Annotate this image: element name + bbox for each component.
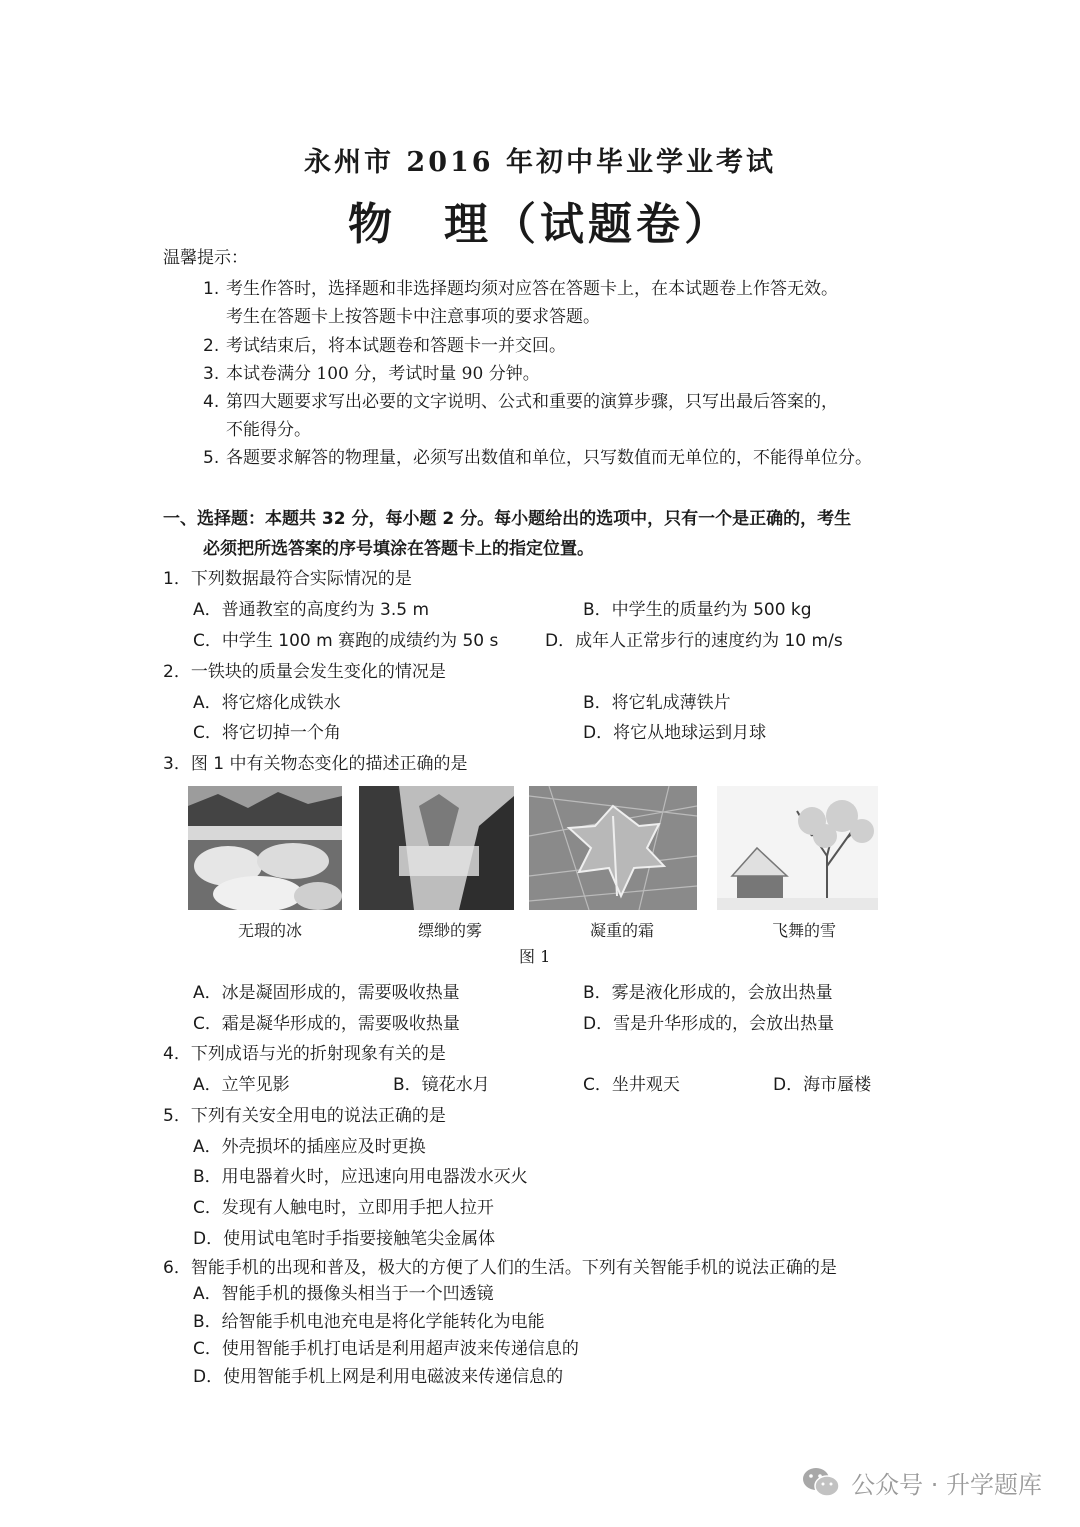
option-a: A．冰是凝固形成的，需要吸收热量 [193,983,460,1003]
figure-caption: 无瑕的冰 [238,921,303,940]
tip-text-cont: 考生在答题卡上按答题卡中注意事项的要求答题。 [226,307,600,327]
section-heading: 一、选择题：本题共 32 分，每小题 2 分。每小题给出的选项中，只有一个是正确的，考生 [163,509,852,529]
option-b: B．用电器着火时，应迅速向用电器泼水灭火 [193,1167,528,1187]
tip-number: 1. [203,279,220,299]
tips-heading: 温馨提示： [163,248,248,268]
option-c: C．发现有人触电时，立即用手把人拉开 [193,1198,494,1218]
snow-photo [717,786,878,910]
tip-number: 4. [203,392,220,412]
option-d: D．雪是升华形成的，会放出热量 [583,1014,835,1034]
tip-text: 考试结束后，将本试题卷和答题卡一并交回。 [226,336,566,356]
watermark [801,1462,1042,1502]
exam-subtitle: 物 理（试题卷） [348,199,732,250]
option-b: B．将它轧成薄铁片 [583,693,731,713]
exam-title: 永州市 2016 年初中毕业学业考试 [304,147,776,178]
frost-photo [529,786,697,910]
question-stem: 2．一铁块的质量会发生变化的情况是 [163,662,446,682]
ice-photo [188,786,342,910]
question-stem: 1．下列数据最符合实际情况的是 [163,569,412,589]
option-c: C．将它切掉一个角 [193,723,341,743]
figure-label: 图 1 [519,947,551,966]
tip-text: 第四大题要求写出必要的文字说明、公式和重要的演算步骤，只写出最后答案的， [226,392,838,412]
figure-caption: 缥缈的雾 [418,921,483,940]
option-a: A．立竿见影 [193,1075,290,1095]
fog-photo [359,786,514,910]
option-c: C．使用智能手机打电话是利用超声波来传递信息的 [193,1339,579,1359]
tip-number: 3. [203,364,220,384]
figure-caption: 飞舞的雪 [772,921,837,940]
option-a: A．将它熔化成铁水 [193,693,341,713]
option-b: B．中学生的质量约为 500 kg [583,600,812,620]
tip-text: 各题要求解答的物理量，必须写出数值和单位，只写数值而无单位的，不能得单位分。 [226,448,872,468]
section-heading-cont: 必须把所选答案的序号填涂在答题卡上的指定位置。 [203,539,594,559]
watermark-text: 公众号 · 升学题库 [851,1470,1042,1499]
tip-number: 2. [203,336,220,356]
wechat-icon [801,1465,841,1499]
option-d: D．将它从地球运到月球 [583,723,767,743]
question-stem: 6．智能手机的出现和普及，极大的方便了人们的生活。下列有关智能手机的说法正确的是 [163,1258,837,1278]
option-b: B．雾是液化形成的，会放出热量 [583,983,833,1003]
option-d: D．使用智能手机上网是利用电磁波来传递信息的 [193,1367,564,1387]
question-stem: 5．下列有关安全用电的说法正确的是 [163,1106,446,1126]
option-c: C．坐井观天 [583,1075,680,1095]
option-d: D．成年人正常步行的速度约为 10 m/s [545,631,843,651]
option-a: A．外壳损坏的插座应及时更换 [193,1137,426,1157]
option-b: B．镜花水月 [393,1075,490,1095]
figure-caption: 凝重的霜 [590,921,655,940]
tip-number: 5. [203,448,220,468]
option-a: A．普通教室的高度约为 3.5 m [193,600,430,620]
tip-text-cont: 不能得分。 [226,420,311,440]
option-c: C．中学生 100 m 赛跑的成绩约为 50 s [193,631,499,651]
question-stem: 3．图 1 中有关物态变化的描述正确的是 [163,754,468,774]
tip-text: 本试卷满分 100 分，考试时量 90 分钟。 [226,364,540,384]
option-d: D．海市蜃楼 [773,1075,872,1095]
option-d: D．使用试电笔时手指要接触笔尖金属体 [193,1229,496,1249]
option-b: B．给智能手机电池充电是将化学能转化为电能 [193,1312,545,1332]
question-stem: 4．下列成语与光的折射现象有关的是 [163,1044,446,1064]
option-a: A．智能手机的摄像头相当于一个凹透镜 [193,1284,494,1304]
option-c: C．霜是凝华形成的，需要吸收热量 [193,1014,460,1034]
tip-text: 考生作答时，选择题和非选择题均须对应答在答题卡上，在本试题卷上作答无效。 [226,279,838,299]
